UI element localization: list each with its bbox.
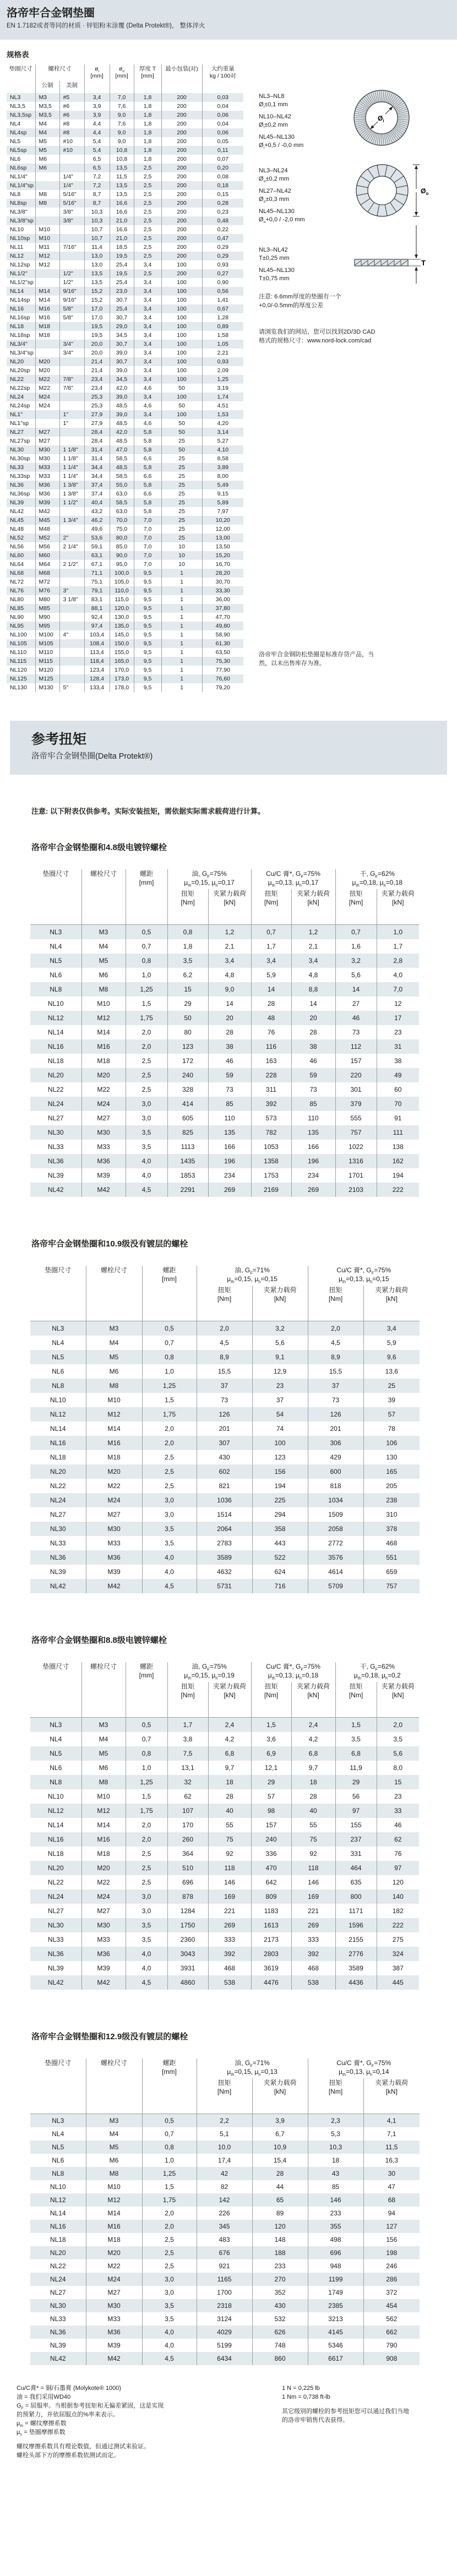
table-row: NL42 M42 4,5 4860 538 4476 538 4436 445 [30, 1975, 419, 1990]
thickness-note [259, 292, 341, 309]
torque-table [30, 1662, 419, 1990]
table-row: NL60 M60 63,1 90,0 7,0 10 15,20 [7, 551, 243, 560]
table-row: NL30 M30 3,5 1750 269 1613 269 1596 222 [30, 1918, 419, 1932]
cad-note [259, 328, 375, 345]
table-row: NL39 M39 4,0 1853 234 1753 234 1701 194 [30, 1168, 419, 1183]
table-row: NL3 M3 0,5 0,8 1,2 0,7 1,2 0,7 1,0 [30, 925, 419, 940]
table-row: NL90 M90 92,4 130,0 9,5 1 47,70 [7, 613, 243, 622]
torque-section-header [10, 721, 447, 775]
torque-table-8-8 [0, 1662, 457, 1990]
table-row: NL12 M12 1,75 126 54 126 57 [30, 1407, 420, 1422]
lubrication-group-header: 干, $G_F=62\%$ $\mu_{th}=0,18$, $\mu_h=0,18$ [335, 869, 419, 889]
table-row: NL20sp M20 21,4 39,0 3,4 100 2,09 [7, 366, 243, 375]
col-header-clamp-load: 夹紧力载荷 [kN] [363, 2078, 420, 2114]
tolerance-range: NL10–NL42 [259, 113, 291, 120]
table-row: NL33 M33 3,5 3124 532 3213 562 [30, 2312, 420, 2326]
table-row: NL3 M3 0,5 1,7 2,4 1,5 2,4 1,5 2,0 [30, 1718, 419, 1733]
table-row: NL39 M39 1 1/2" 40,4 58,5 5,8 25 5,89 [7, 498, 243, 507]
table-row: NL39 M39 4,0 4632 624 4614 659 [30, 1565, 420, 1579]
table-row: NL36 M36 4,0 1435 196 1358 196 1316 162 [30, 1154, 419, 1168]
table-row: NL14 M14 2,0 201 74 201 78 [30, 1422, 420, 1436]
table-row: NL72 M72 75,1 105,0 9,5 1 30,70 [7, 578, 243, 586]
table-row: NL120 M120 123,4 170,0 9,5 1 77,90 [7, 666, 243, 674]
col-header-pitch: 螺距 [mm] [126, 1662, 167, 1718]
table-row: NL14 M14 2,0 226 89 233 94 [30, 2207, 420, 2220]
col-header-weight: 大约重量 kg / 100对 [202, 64, 243, 93]
tolerance-value: $Ø_o\pm 0,3$ mm [259, 195, 290, 204]
page-subtitle: EN 1.7182或者等同的材质 · 锌铝粉末涂覆 (Delta Protekt®)， 整体淬火 [7, 23, 205, 29]
table-row: NL6 M6 1,0 13,1 9,7 12,1 9,7 11,9 8,0 [30, 1761, 419, 1775]
footnote-line: 1 Nm = 0,738 ft-lb [282, 2394, 330, 2400]
table-row: NL42 M42 4,5 5731 716 5709 757 [30, 1579, 420, 1593]
table-row: NL5 M5 0,8 8,9 9,1 8,9 9,6 [30, 1350, 420, 1364]
table-row: NL110 M110 113,4 155,0 9,5 1 63,50 [7, 648, 243, 657]
table-row: NL10 M10 1,5 82 44 85 47 [30, 2180, 420, 2193]
tolerance-value: T±0,25 mm [259, 254, 290, 262]
table-row: NL6 M6 1,0 15,5 12,9 15,5 13,6 [30, 1364, 420, 1379]
washer-side-view-diagram [350, 225, 434, 287]
col-header-washer-size: 垫圈尺寸 [30, 1266, 86, 1321]
table-row: NL14sp M14 9/16" 15,2 30,7 3,4 100 1,41 [7, 296, 243, 304]
col-header-washer-size: 垫圈尺寸 [30, 1662, 81, 1718]
table-row: NL22 M22 2,5 921 233 948 246 [30, 2259, 420, 2273]
torque-table-title-10-9: 洛帝牢合金钢垫圈和10.9级没有镀层的螺栓 [31, 1239, 188, 1249]
spec-table [7, 64, 243, 692]
table-row: NL4 M4 0,7 1,8 2,1 1,7 2,1 1,6 1,7 [30, 939, 419, 954]
col-header-clamp-load: 夹紧力载荷 [kN] [252, 2078, 308, 2114]
table-row: NL16 M16 2,0 345 120 355 127 [30, 2220, 420, 2233]
table-row: NL20 M20 2,5 510 118 470 118 464 97 [30, 1861, 419, 1875]
table-row: NL1/4"sp 1/4" 7,2 13,5 2,5 200 0,18 [7, 181, 243, 190]
table-row: NL5 M5 0,8 10,0 10,9 10,3 11,5 [30, 2141, 420, 2154]
col-header-torque: 扭矩 [Nm] [197, 2078, 252, 2114]
col-header-pitch: 螺距 [mm] [126, 869, 167, 925]
table-row: NL85 M85 88,1 120,0 9,5 1 37,80 [7, 604, 243, 613]
tolerance-value: $Ø_o\pm 0,2$ mm [259, 175, 290, 183]
lubrication-group-header: Cu/C 膏*, $G_F=75\%$ $\mu_{th}=0,13$, $\mu_h=0,18$ [251, 1662, 335, 1682]
footnotes-right [282, 2384, 409, 2425]
table-row: NL6 M6 1,0 17,4 15,4 18 16,3 [30, 2154, 420, 2167]
table-row: NL8 M8 5/16" 8,7 13,5 2,5 200 0,15 [7, 190, 243, 199]
table-row: NL5 M5 0,8 7,5 6,8 6,9 6,8 6,8 5,6 [30, 1746, 419, 1761]
col-header-torque: 扭矩 [Nm] [251, 889, 291, 925]
table-row: NL8 M8 1,25 42 28 43 30 [30, 2167, 420, 2180]
col-header-clamp-load: 夹紧力载荷 [kN] [377, 1682, 419, 1718]
table-row: NL3 M3 0,5 2,0 3,2 2,0 3,4 [30, 1321, 420, 1336]
footnote-line [282, 2401, 409, 2407]
table-row: NL6 M6 6,5 10,8 1,8 200 0,07 [7, 155, 243, 164]
table-row: NL4 M4 0,7 5,1 6,7 5,3 7,1 [30, 2127, 420, 2141]
stock-note [259, 650, 374, 667]
table-row: NL27 M27 3,0 605 110 573 110 555 91 [30, 1111, 419, 1125]
torque-table-title-8-8: 洛帝牢合金钢垫圈和8.8级电镀锌螺栓 [31, 1636, 167, 1645]
table-row: NL10 M10 1,5 73 37 73 39 [30, 1393, 420, 1407]
torque-subheading: 洛帝牢合金钢垫圈(Delta Protekt®) [31, 752, 153, 761]
table-row: NL3 M3 #5 3,4 7,0 1,8 200 0,03 [7, 93, 243, 102]
table-row: NL18 M18 2,5 430 123 429 130 [30, 1450, 420, 1464]
table-row: NL56 M56 2 1/4" 59,1 85,0 7,0 10 13,50 [7, 542, 243, 551]
thickness-tolerances [259, 242, 295, 282]
table-row: NL4 M4 #8 4,4 7,6 1,8 200 0,04 [7, 119, 243, 128]
table-row: NL6 M6 1,0 6,2 4,8 5,9 4,8 5,6 4,0 [30, 968, 419, 982]
table-row: NL12 M12 13,0 19,5 2,5 200 0,29 [7, 252, 243, 260]
inner-diameter-label: $Ø_i$ [378, 115, 384, 123]
lubrication-group-header: 油, $G_F=71\%$ $\mu_{th}=0,15$, $\mu_h=0,13$ [197, 2058, 308, 2078]
tolerance-value: $Ø_i+0,5 / -0,0$ mm [259, 141, 304, 150]
col-header-clamp-load: 夹紧力载荷 [kN] [291, 1682, 335, 1718]
table-row: NL5 M5 0,8 3,5 3,4 3,4 3,4 3,2 2,8 [30, 954, 419, 968]
col-header-bolt-size: 螺栓尺寸 [35, 64, 84, 81]
table-row: NL64 M64 2 1/2" 67,1 95,0 7,0 10 16,70 [7, 560, 243, 569]
table-row: NL33sp M33 1 1/4" 34,4 58,5 6,6 25 8,00 [7, 472, 243, 481]
col-header-clamp-load: 夹紧力载荷 [kN] [252, 1286, 308, 1321]
page-header [0, 0, 457, 40]
col-header-thickness: 厚度 T [mm] [134, 64, 161, 93]
table-row: NL24 M24 3,0 878 169 809 169 800 140 [30, 1889, 419, 1904]
table-row: NL12 M12 1,75 50 20 48 20 46 17 [30, 1011, 419, 1025]
lubrication-group-header: 油, $G_F=75\%$ $\mu_{th}=0,15$, $\mu_h=0,19$ [167, 1662, 251, 1682]
table-row: NL36 M36 1 3/8" 37,4 55,0 5,8 25 5,49 [7, 481, 243, 489]
table-row: NL30 M30 1 1/8" 31,4 47,0 5,8 50 4,10 [7, 445, 243, 454]
col-header-pitch: 螺距 [mm] [142, 1266, 197, 1321]
table-row: NL3/4" 3/4" 20,0 30,7 3,4 100 1,05 [7, 340, 243, 348]
inner-diameter-tolerances [259, 88, 303, 149]
footnote-line: Cu/C膏* = 铜/石墨膏 (Molykote® 1000) [17, 2385, 121, 2392]
table-row: NL39 M39 4,0 5199 748 5346 790 [30, 2339, 420, 2352]
note-line: +0,0/-0.5mm的厚度公差 [259, 302, 324, 309]
table-row: NL11 M11 7/16" 11,4 18,5 2,5 200 0,29 [7, 243, 243, 252]
col-header-torque: 扭矩 [Nm] [335, 889, 377, 925]
footnote-line: $\mu_h$ = 垫圈摩擦系数 [17, 2429, 66, 2437]
table-row: NL27 M27 3,0 1700 352 1749 372 [30, 2286, 420, 2299]
col-header-clamp-load: 夹紧力载荷 [kN] [363, 1286, 420, 1321]
footnote-line: 其它级别的螺栓的参考扭矩您可以通过我们当地 [282, 2408, 409, 2415]
table-row: NL5sp M5 #10 5,4 10,8 1,8 200 0,11 [7, 146, 243, 155]
table-row: NL39 M39 4,0 3931 468 3619 468 3589 387 [30, 1961, 419, 1975]
table-row: NL30sp M30 1 1/8" 31,4 58,5 6,6 25 8,58 [7, 454, 243, 463]
table-row: NL4 M4 0,7 4,5 5,6 4,5 5,9 [30, 1336, 420, 1350]
table-row: NL14 M14 2,0 80 28 76 28 73 23 [30, 1025, 419, 1039]
note-line: 然，以未出售库存为准。 [259, 660, 325, 667]
table-row: NL1/2" 1/2" 13,5 19,5 2,5 200 0,27 [7, 269, 243, 278]
table-row: NL18 M18 2,5 364 92 336 92 331 76 [30, 1847, 419, 1861]
table-row: NL24 M24 3,0 1165 270 1199 286 [30, 2273, 420, 2286]
table-row: NL22 M22 2,5 821 194 818 205 [30, 1479, 420, 1493]
table-row: NL20 M20 2,5 240 59 228 59 220 49 [30, 1068, 419, 1082]
table-row: NL1/4" 1/4" 7,2 11,5 2,5 200 0,08 [7, 172, 243, 181]
col-header-bolt-size: 螺栓尺寸 [81, 869, 126, 925]
footnote-line: 的预紧力，并依屈服点的%率来表示。 [17, 2411, 119, 2418]
torque-table-12-9 [0, 2058, 457, 2365]
torque-table-4-8 [0, 869, 457, 1197]
table-row: NL16 M16 2,0 123 38 116 38 112 31 [30, 1039, 419, 1054]
table-row: NL14 M14 2,0 170 55 157 55 155 46 [30, 1818, 419, 1832]
table-row: NL10 M10 1,5 62 28 57 28 56 23 [30, 1789, 419, 1804]
table-row: NL20 M20 2,5 602 156 600 165 [30, 1464, 420, 1479]
col-header-torque: 扭矩 [Nm] [308, 1286, 363, 1321]
table-row: NL36 M36 4,0 3589 522 3576 551 [30, 1550, 420, 1565]
table-row: NL24 M24 25,3 39,0 3,4 100 1,74 [7, 393, 243, 401]
table-row: NL18sp M18 19,5 34,5 3,4 100 1,58 [7, 331, 243, 340]
table-row: NL4 M4 0,7 3,8 4,2 3,6 4,2 3,5 3,5 [30, 1732, 419, 1746]
table-row: NL115 M115 118,4 165,0 9,5 1 75,30 [7, 657, 243, 666]
col-header-metric: 公制 [35, 81, 59, 93]
table-row: NL10 M10 1,5 29 14 28 14 27 12 [30, 996, 419, 1011]
table-row: NL33 M33 3,5 2783 443 2772 468 [30, 1536, 420, 1550]
table-row: NL1" 1" 27,9 39,0 3,4 100 1,53 [7, 410, 243, 419]
col-header-torque: 扭矩 [Nm] [167, 889, 208, 925]
thickness-label: T [421, 259, 426, 267]
lubrication-group-header: 油, $G_F=75\%$ $\mu_{th}=0,15$, $\mu_h=0,17$ [167, 869, 251, 889]
table-row: NL27 M27 28,4 42,0 5,8 50 3,14 [7, 428, 243, 437]
note-line: 格式的规格尺寸：www.nord-lock.com/cad [259, 337, 372, 344]
table-row: NL24 M24 3,0 414 85 392 85 379 70 [30, 1097, 419, 1111]
table-row: NL12 M12 1,75 107 40 98 40 97 33 [30, 1804, 419, 1818]
torque-notice: 注意: 以下附表仅供参考。实际安装扭矩，需依据实际需求载荷进行计算。 [31, 807, 265, 815]
footnote-line: 螺纹摩擦系数具有理论数值，但通过测试来验证。 [17, 2443, 150, 2450]
col-header-washer-size: 垫圈尺寸 [30, 869, 81, 925]
col-header-washer-size: 垫圈尺寸 [30, 2058, 86, 2114]
col-header-bolt-size: 螺栓尺寸 [86, 2058, 142, 2114]
table-row: NL1"sp 1" 27,9 48,5 4,6 50 4,20 [7, 419, 243, 428]
table-row: NL20 M20 21,4 30,7 3,4 100 0,93 [7, 357, 243, 366]
footnote-line: 螺栓头部下方的摩擦系数依测试而定。 [17, 2452, 119, 2459]
table-row: NL30 M30 3,5 825 135 782 135 757 111 [30, 1125, 419, 1140]
table-row: NL33 M33 1 1/4" 34,4 48,5 5,8 25 3,89 [7, 463, 243, 472]
torque-table [30, 2058, 420, 2365]
table-row: NL12 M12 1,75 142 65 146 68 [30, 2193, 420, 2207]
torque-table-title-12-9: 洛帝牢合金钢垫圈和12.9级没有镀层的螺栓 [31, 2032, 188, 2041]
col-header-torque: 扭矩 [Nm] [167, 1682, 208, 1718]
table-row: NL30 M30 3,5 2318 430 2385 454 [30, 2299, 420, 2312]
table-row: NL22 M22 7/8" 23,4 34,5 3,4 100 1,25 [7, 375, 243, 384]
table-row: NL8 M8 1,25 32 18 29 18 29 15 [30, 1775, 419, 1789]
table-row: NL16sp M16 5/8" 17,0 30,7 3,4 100 1,28 [7, 313, 243, 322]
table-row: NL8sp M8 5/16" 8,7 16,6 2,5 200 0,28 [7, 199, 243, 208]
table-row: NL95 M95 97,4 135,0 9,5 1 49,80 [7, 622, 243, 630]
table-row: NL22 M22 2,5 696 146 642 146 635 120 [30, 1875, 419, 1889]
tolerance-value: $Ø_i\pm 0,1$ mm [259, 101, 288, 109]
col-header-clamp-load: 夹紧力载荷 [kN] [377, 889, 419, 925]
table-row: NL36sp M36 1 3/8" 37,4 63,0 6,6 25 9,15 [7, 489, 243, 498]
tolerance-range: NL45–NL130 [259, 267, 295, 274]
table-row: NL22sp M22 7/8" 23,4 42,0 4,6 50 3,19 [7, 384, 243, 393]
col-header-torque: 扭矩 [Nm] [335, 1682, 377, 1718]
table-row: NL6sp M6 6,5 13,5 2,5 200 0,20 [7, 164, 243, 172]
torque-table-title-4-8: 洛帝牢合金钢垫圈和4.8级电镀锌螺栓 [31, 843, 167, 852]
col-header-washer-size: 垫圈尺寸 [9, 66, 32, 72]
table-row: NL1/2"sp 1/2" 13,5 25,4 3,4 100 0,90 [7, 278, 243, 287]
footnotes-left [17, 2384, 164, 2460]
tolerance-value: T±0,75 mm [259, 275, 290, 282]
table-row: NL20 M20 2,5 676 188 696 198 [30, 2246, 420, 2259]
spec-table-body [7, 93, 243, 692]
table-row: NL76 M76 3" 79,1 110,0 9,5 1 33,30 [7, 586, 243, 595]
page-title: 洛帝牢合金钢垫圈 [7, 7, 95, 19]
table-row: NL5 M5 #10 5,4 9,0 1,8 200 0,05 [7, 137, 243, 146]
col-header-bolt-size: 螺栓尺寸 [86, 1266, 142, 1321]
table-row: NL10 M10 10,7 16,6 2,5 200 0,22 [7, 225, 243, 234]
note-line: 请浏览我们的网站，您可以找到2D/3D CAD [259, 329, 376, 335]
footnote-line [17, 2437, 164, 2442]
table-row: NL3,5sp M3,5 #6 3,9 9,0 1,8 200 0,06 [7, 111, 243, 119]
table-row: NL16 M16 5/8" 17,0 25,4 3,4 100 0,67 [7, 304, 243, 313]
table-row: NL45 M45 1 3/4" 46,2 70,0 7,0 25 10,20 [7, 516, 243, 525]
col-header-us: 美制 [59, 81, 84, 93]
table-row: NL80 M80 3 1/8" 83,1 115,0 9,5 1 36,00 [7, 595, 243, 604]
tolerance-range: NL45–NL130 [259, 208, 295, 215]
tolerance-range: NL3–NL24 [259, 167, 288, 174]
col-header-pitch: 螺距 [mm] [142, 2058, 197, 2114]
col-header-bolt-size: 螺栓尺寸 [81, 1662, 126, 1718]
washer-inner-diameter-diagram [350, 86, 415, 150]
table-row: NL3/4"sp 3/4" 20,0 39,0 3,4 100 2,21 [7, 348, 243, 357]
table-row: NL42 M42 43,2 63,0 5,8 25 7,97 [7, 507, 243, 516]
table-row: NL22 M22 2,5 328 73 311 73 301 60 [30, 1082, 419, 1097]
table-row: NL27sp M27 28,4 48,5 5,8 25 5,27 [7, 437, 243, 445]
spec-section [0, 64, 457, 693]
tolerance-range: NL27–NL42 [259, 188, 291, 194]
col-header-min-package: 最小包装(对) [161, 64, 202, 93]
table-row: NL24 M24 3,0 1036 225 1034 238 [30, 1493, 420, 1507]
note-line: 洛帝牢合金钢防松垫圈是标准存货产品，当 [259, 651, 374, 658]
spec-table-header [7, 64, 243, 93]
table-row: NL3,5 M3,5 #6 3,9 7,6 1,8 200 0,04 [7, 102, 243, 111]
tolerance-value: $Ø_i\pm 0,2$ mm [259, 121, 288, 129]
table-row: NL42 M42 4,5 2291 269 2169 269 2103 222 [30, 1183, 419, 1197]
col-header-torque: 扭矩 [Nm] [308, 2078, 363, 2114]
col-header-torque: 扭矩 [Nm] [251, 1682, 291, 1718]
lubrication-group-header: 油, $G_F=71\%$ $\mu_{th}=0,15$, $\mu_h=0,15$ [197, 1266, 308, 1286]
footnote-line: 的洛帝牢销售代表获得。 [282, 2417, 349, 2423]
table-row: NL10sp M10 10,7 21,0 2,5 200 0,47 [7, 234, 243, 243]
table-row: NL130 M130 5" 133,4 178,0 9,5 1 79,20 [7, 683, 243, 692]
table-row: NL16 M16 2,0 307 100 306 106 [30, 1436, 420, 1450]
tolerance-value: $Ø_o+0,0 / -2,0$ mm [259, 216, 305, 224]
table-row: NL8 M8 1,25 37 23 37 25 [30, 1379, 420, 1393]
table-row: NL3/8" 3/8" 10,3 16,6 2,5 200 0,23 [7, 208, 243, 216]
table-row: NL3 M3 0,5 2,2 3,9 2,3 4,1 [30, 2114, 420, 2128]
lubrication-group-header: 干, $G_F=62\%$ $\mu_{th}=0,18$, $\mu_h=0,2$ [335, 1662, 419, 1682]
col-header-clamp-load: 夹紧力载荷 [kN] [208, 889, 251, 925]
table-row: NL100 M100 4" 103,4 145,0 9,5 1 58,90 [7, 630, 243, 639]
table-row: NL18 M18 2,5 172 46 163 46 157 38 [30, 1054, 419, 1068]
torque-table-10-9 [0, 1266, 457, 1593]
table-row: NL8 M8 1,25 15 9,0 14 8,8 14 7,0 [30, 982, 419, 996]
table-row: NL18 M18 2,5 483 148 498 156 [30, 2233, 420, 2246]
col-header-torque: 扭矩 [Nm] [197, 1286, 252, 1321]
table-row: NL36 M36 4,0 4029 626 4145 662 [30, 2326, 420, 2339]
table-row: NL125 M125 128,4 173,0 9,5 1 76,60 [7, 674, 243, 683]
table-row: NL30 M30 3,5 2064 358 2058 378 [30, 1522, 420, 1536]
footnote-line: 油 = 我们采用WD40 [17, 2394, 71, 2400]
col-header-outer-diameter: $ø_o$ [mm] [110, 64, 134, 93]
table-row: NL27 M27 3,0 1284 221 1183 221 1171 182 [30, 1904, 419, 1918]
spec-table-heading: 规格表 [7, 51, 29, 59]
table-row: NL12sp M12 13,0 25,4 3,4 100 0,93 [7, 260, 243, 269]
footnote-line: 1 N = 0,225 lb [282, 2385, 320, 2392]
col-header-clamp-load: 夹紧力载荷 [kN] [291, 889, 335, 925]
table-row: NL14 M14 9/16" 15,2 23,0 3,4 100 0,56 [7, 287, 243, 296]
outer-diameter-label: $Ø_o$ [421, 187, 429, 196]
table-row: NL16 M16 2,0 260 75 240 75 237 62 [30, 1832, 419, 1847]
note-line: 注意: 6.6mm厚度的垫圈有一个 [259, 293, 341, 300]
table-row: NL42 M42 4,5 6434 860 6617 908 [30, 2352, 420, 2365]
torque-heading: 参考扭矩 [31, 732, 87, 747]
table-row: NL105 M105 108,4 150,0 9,5 1 61,30 [7, 639, 243, 648]
table-row: NL27 M27 3,0 1514 294 1509 310 [30, 1507, 420, 1522]
tolerance-range: NL45–NL130 [259, 134, 295, 140]
tolerance-range: NL3–NL42 [259, 247, 288, 253]
table-row: NL4sp M4 #8 4,4 9,0 1,8 200 0,06 [7, 128, 243, 137]
table-row: NL18 M18 19,5 29,0 3,4 100 0,89 [7, 322, 243, 331]
tolerance-range: NL3–NL8 [259, 93, 285, 100]
col-header-inner-diameter: $ø_i$ [mm] [84, 64, 110, 93]
table-row: NL24sp M24 25,3 48,5 4,6 50 4,51 [7, 401, 243, 410]
outer-diameter-tolerances [259, 162, 305, 224]
footnote-line: $\mu_{th}$ = 螺纹摩擦系数 [17, 2420, 67, 2428]
table-row: NL52 M52 2" 53,6 80,0 7,0 25 13,00 [7, 533, 243, 542]
table-row: NL68 M68 71,1 100,0 9,5 1 28,20 [7, 569, 243, 578]
torque-table [30, 1266, 420, 1593]
lubrication-group-header: Cu/C 膏*, $G_F=75\%$ $\mu_{th}=0,13$, $\mu_h=0,15$ [308, 1266, 420, 1286]
table-row: NL3/8"sp 3/8" 10,3 21,0 2,5 200 0,48 [7, 216, 243, 225]
col-header-clamp-load: 夹紧力载荷 [kN] [208, 1682, 251, 1718]
table-row: NL33 M33 3,5 2360 333 2173 333 2155 275 [30, 1932, 419, 1947]
table-row: NL36 M36 4,0 3043 392 2803 392 2776 324 [30, 1947, 419, 1961]
washer-outer-diameter-diagram [350, 160, 434, 222]
table-row: NL48 M48 49,6 75,0 7,0 25 12,00 [7, 525, 243, 533]
lubrication-group-header: Cu/C 膏*, $G_F=75\%$ $\mu_{th}=0,13$, $\mu_h=0,14$ [308, 2058, 420, 2078]
lubrication-group-header: Cu/C 膏*, $G_F=75\%$ $\mu_{th}=0,13$, $\mu_h=0,17$ [251, 869, 335, 889]
footnote-line: $G_F$ = 屈服率。当根据参考扭矩和无偏差紧固，这是实现 [17, 2403, 164, 2411]
torque-table [30, 869, 419, 1197]
table-row: NL33 M33 3,5 1113 166 1053 166 1022 138 [30, 1140, 419, 1154]
